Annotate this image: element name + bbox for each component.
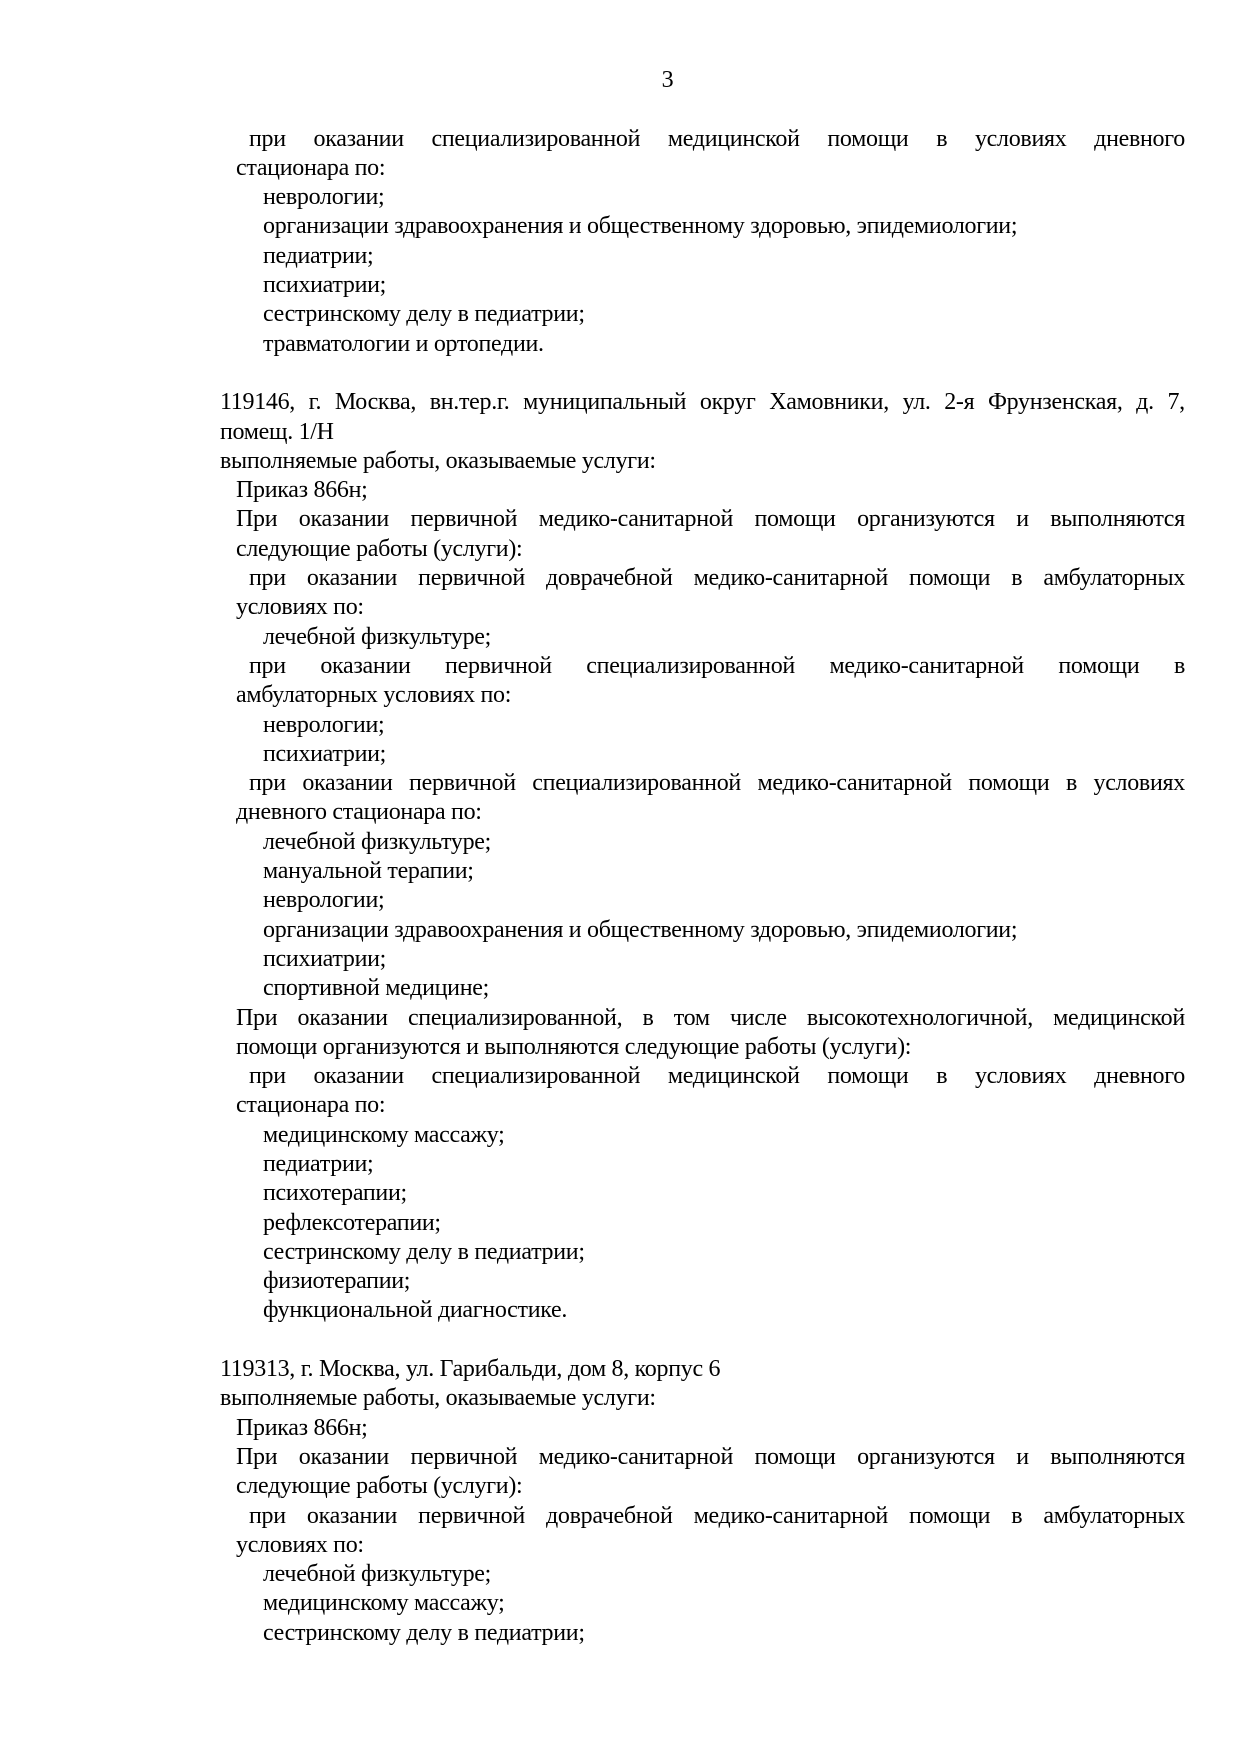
word: числе (730, 1004, 787, 1031)
word: дневного (1094, 125, 1185, 152)
word: ул. (902, 389, 931, 416)
text-line: условиях по: (236, 594, 364, 621)
word: вн.тер.г. (429, 389, 510, 416)
text-line: выполняемые работы, оказываемые услуги: (220, 1385, 656, 1412)
text-line: Приказ 866н; (236, 477, 368, 504)
text-line: неврологии; (263, 887, 385, 914)
word: условиях (974, 125, 1067, 152)
word: условиях (1093, 770, 1185, 797)
word: медицинской (667, 1063, 800, 1090)
text-line: психиатрии; (263, 740, 387, 767)
word: при (249, 770, 286, 797)
text-line: психотерапии; (263, 1180, 407, 1207)
word: оказании (313, 1063, 404, 1090)
text-line (249, 1062, 1185, 1091)
text-line: условиях по: (236, 1531, 364, 1558)
word: первичной (410, 506, 518, 533)
word: оказании (320, 652, 411, 679)
text-line: медицинскому массажу; (263, 1590, 505, 1617)
text-line: педиатрии; (263, 1150, 374, 1177)
word: медицинской (667, 125, 800, 152)
word: При (236, 1443, 278, 1470)
word: в (936, 125, 948, 152)
word: д. (1136, 389, 1154, 416)
word: 119146, (220, 389, 296, 416)
word: оказании (306, 565, 398, 592)
word: г. (308, 389, 322, 416)
word: помощи (909, 1502, 991, 1529)
word: муниципальный (523, 389, 687, 416)
word: специализированной (431, 125, 641, 152)
word: первичной (410, 1443, 518, 1470)
word: помощи (754, 506, 836, 533)
word: высокотехнологичной, (806, 1004, 1033, 1031)
word: медико-санитарной (829, 652, 1024, 679)
document-body (220, 125, 1185, 1648)
text-line: организации здравоохранения и общественному здоровью, эпидемиологии; (263, 916, 1018, 943)
word: специализированной (431, 1063, 641, 1090)
word: медико-санитарной (693, 1502, 888, 1529)
word: первичной (445, 652, 552, 679)
text-line: лечебной физкультуре; (263, 1561, 491, 1588)
word: оказании (298, 506, 389, 533)
word: помощи (754, 1443, 836, 1470)
word: при (249, 565, 286, 592)
word: условиях (974, 1063, 1067, 1090)
word: доврачебной (545, 1502, 673, 1529)
word: Москва, (334, 389, 417, 416)
word: специализированной (586, 652, 795, 679)
text-line: мануальной терапии; (263, 858, 474, 885)
word: округ (699, 389, 756, 416)
word: при (249, 1063, 286, 1090)
text-line: помощи организуются и выполняются следующие работы (услуги): (236, 1033, 912, 1060)
text-line: сестринскому делу в педиатрии; (263, 1238, 585, 1265)
word: первичной (418, 1502, 525, 1529)
text-line: следующие работы (услуги): (236, 1473, 523, 1500)
text-line (236, 505, 1185, 534)
text-line (249, 125, 1185, 154)
text-line: амбулаторных условиях по: (236, 682, 512, 709)
word: первичной (409, 770, 516, 797)
word: При (236, 506, 278, 533)
word: и (1016, 1443, 1029, 1470)
word: амбулаторных (1043, 565, 1185, 592)
word: амбулаторных (1043, 1502, 1185, 1529)
word: Хамовники, (769, 389, 889, 416)
word: при (249, 1502, 286, 1529)
word: оказании (306, 1502, 398, 1529)
text-line: Приказ 866н; (236, 1414, 368, 1441)
word: оказании (298, 1443, 389, 1470)
word: организуются (857, 506, 995, 533)
word: организуются (857, 1443, 995, 1470)
text-line: медицинскому массажу; (263, 1121, 505, 1148)
word: в (642, 1004, 654, 1031)
word: оказании (302, 770, 393, 797)
text-line (249, 1502, 1185, 1531)
text-line (236, 1004, 1185, 1033)
word: медико-санитарной (538, 506, 734, 533)
word: и (1016, 506, 1029, 533)
word: в (1065, 770, 1077, 797)
text-line: помещ. 1/Н (220, 418, 334, 445)
text-line: организации здравоохранения и общественному здоровью, эпидемиологии; (263, 213, 1018, 240)
text-line: лечебной физкультуре; (263, 623, 491, 650)
word: 2-я (944, 389, 975, 416)
word: оказании (297, 1004, 388, 1031)
word: специализированной, (407, 1004, 623, 1031)
text-line: неврологии; (263, 184, 385, 211)
word: выполняются (1050, 506, 1185, 533)
word: помощи (827, 1063, 909, 1090)
word: специализированной (532, 770, 741, 797)
word: при (249, 652, 286, 679)
word: помощи (1058, 652, 1140, 679)
text-line: выполняемые работы, оказываемые услуги: (220, 447, 656, 474)
blank-line (220, 359, 1185, 388)
word: дневного (1094, 1063, 1185, 1090)
text-line: психиатрии; (263, 945, 387, 972)
text-line: спортивной медицине; (263, 975, 489, 1002)
text-line: психиатрии; (263, 272, 387, 299)
text-line: лечебной физкультуре; (263, 828, 491, 855)
word: в (1173, 652, 1185, 679)
text-line: сестринскому делу в педиатрии; (263, 301, 585, 328)
blank-line (220, 1326, 1185, 1355)
word: выполняются (1050, 1443, 1185, 1470)
text-line: следующие работы (услуги): (236, 535, 523, 562)
word: оказании (313, 125, 404, 152)
text-line (249, 652, 1185, 681)
text-line: стационара по: (236, 154, 386, 181)
word: первичной (418, 565, 525, 592)
text-line (249, 564, 1185, 593)
word: При (236, 1004, 278, 1031)
text-line: травматологии и ортопедии. (263, 330, 544, 357)
word: помощи (909, 565, 991, 592)
text-line: функциональной диагностике. (263, 1297, 568, 1324)
text-line (220, 388, 1185, 417)
word: при (249, 125, 286, 152)
text-line: физиотерапии; (263, 1268, 411, 1295)
text-line (236, 1443, 1185, 1472)
word: помощи (827, 125, 909, 152)
text-line: рефлексотерапии; (263, 1209, 441, 1236)
word: медицинской (1053, 1004, 1185, 1031)
word: в (936, 1063, 948, 1090)
word: медико-санитарной (538, 1443, 734, 1470)
word: медико-санитарной (757, 770, 952, 797)
word: в (1011, 1502, 1023, 1529)
word: том (673, 1004, 710, 1031)
text-line: стационара по: (236, 1092, 386, 1119)
word: Фрунзенская, (988, 389, 1123, 416)
text-line: дневного стационара по: (236, 799, 482, 826)
word: помощи (968, 770, 1050, 797)
text-line: 119313, г. Москва, ул. Гарибальди, дом 8, корпус 6 (220, 1356, 721, 1383)
text-line: сестринскому делу в педиатрии; (263, 1619, 585, 1646)
word: в (1011, 565, 1023, 592)
word: медико-санитарной (693, 565, 888, 592)
text-line: педиатрии; (263, 242, 374, 269)
text-line: неврологии; (263, 711, 385, 738)
text-line (249, 769, 1185, 798)
page-number: 3 (661, 67, 674, 93)
word: 7, (1167, 389, 1185, 416)
word: доврачебной (545, 565, 673, 592)
